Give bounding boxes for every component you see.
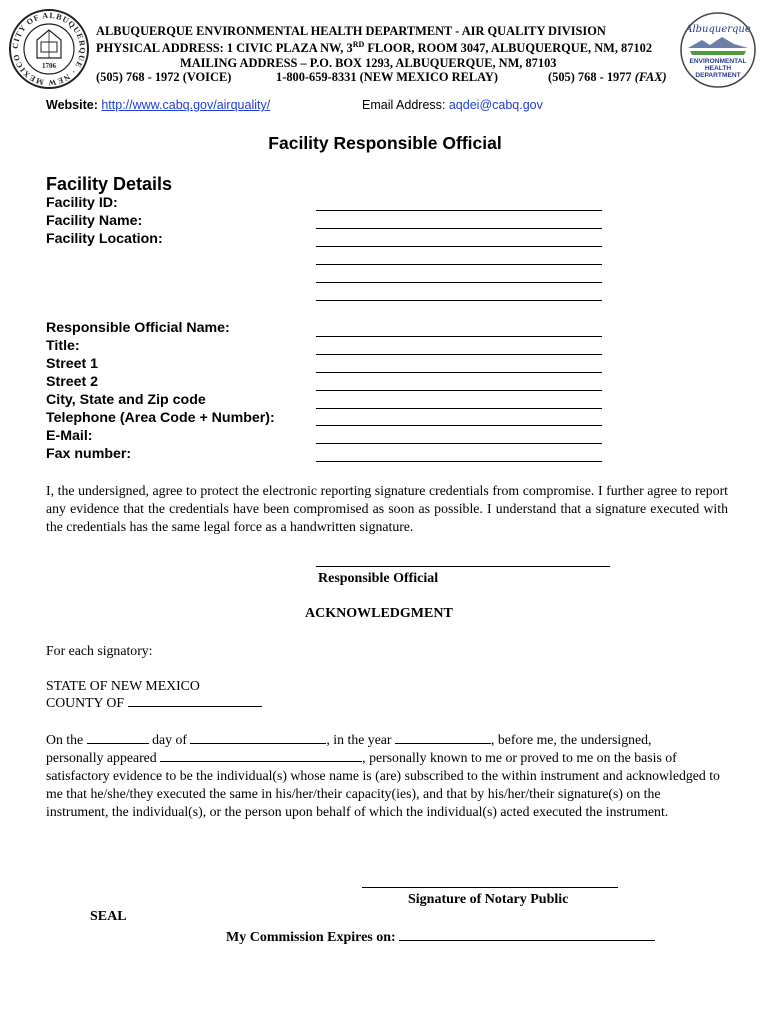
header-sup: RD <box>352 40 365 49</box>
form-title: Facility Responsible Official <box>268 133 502 153</box>
header-fax <box>548 70 667 85</box>
label-facility-location: Facility Location: <box>46 231 163 247</box>
header-fax-number: (505) 768 - 1977 <box>548 70 632 84</box>
appeared-text: personally appeared <box>46 750 157 765</box>
day-of-text: day of <box>152 732 187 747</box>
ehd-logo <box>678 10 758 90</box>
commission-label: My Commission Expires on: <box>226 930 396 945</box>
facility-location-field-3[interactable] <box>316 282 602 283</box>
email-label: Email Address: <box>362 98 446 112</box>
seal-label: SEAL <box>90 909 127 924</box>
email-row <box>362 98 543 112</box>
website-link[interactable]: http://www.cabq.gov/airquality/ <box>101 98 271 112</box>
header-line-3: MAILING ADDRESS – P.O. BOX 1293, ALBUQUERQUE, NM, 87103 <box>180 56 557 70</box>
notary-signature-line[interactable] <box>362 887 618 888</box>
state-label: STATE OF NEW MEXICO <box>46 678 200 693</box>
svg-text:HEALTH: HEALTH <box>704 65 732 72</box>
label-telephone: Telephone (Area Code + Number): <box>46 410 275 426</box>
county-field[interactable] <box>128 694 262 707</box>
label-street-1: Street 1 <box>46 356 99 372</box>
acknowledgment-title: ACKNOWLEDGMENT <box>305 606 453 621</box>
for-each-signatory: For each signatory: <box>46 643 153 658</box>
year-field[interactable] <box>395 731 491 744</box>
svg-text:DEPARTMENT: DEPARTMENT <box>695 72 741 79</box>
month-field[interactable] <box>190 731 326 744</box>
facility-location-field[interactable] <box>316 246 602 247</box>
header-physical-address-rest: FLOOR, ROOM 3047, ALBUQUERQUE, NM, 87102 <box>364 41 653 56</box>
svg-text:1706: 1706 <box>42 62 56 70</box>
county-row <box>46 694 262 712</box>
responsible-official-label: Responsible Official <box>318 571 439 586</box>
day-field[interactable] <box>87 731 149 744</box>
commission-row <box>226 927 655 946</box>
street-2-field[interactable] <box>316 390 602 391</box>
facility-location-field-2[interactable] <box>316 264 602 265</box>
svg-text:ENVIRONMENTAL: ENVIRONMENTAL <box>689 58 747 65</box>
label-official-name: Responsible Official Name: <box>46 320 230 336</box>
header-relay: 1-800-659-8331 (NEW MEXICO RELAY) <box>276 70 499 84</box>
city-state-zip-field[interactable] <box>316 408 602 409</box>
telephone-field[interactable] <box>316 425 602 426</box>
agreement-text: I, the undersigned, agree to protect the electronic reporting signature credentials from compromise. I further agree to report any evidence that the credentials have been compromised as soon as possible. I understand that a signature executed with the credentials has the same legal force as a handwritten signature. <box>46 483 728 534</box>
email-field[interactable] <box>316 443 602 444</box>
label-street-2: Street 2 <box>46 374 99 390</box>
street-1-field[interactable] <box>316 372 602 373</box>
facility-id-field[interactable] <box>316 210 602 211</box>
notary-line-2 <box>46 749 720 767</box>
header-voice: (505) 768 - 1972 (VOICE) <box>96 70 232 84</box>
label-city-state-zip: City, State and Zip code <box>46 392 206 408</box>
notary-rest-text: satisfactory evidence to be the individual(s) whose name is (are) subscribed to the within instrument and acknowledged to me that he/she/they executed the same in his/her/their capacity(ies), and that by his/her/their signature(s) on the instrument, the individual(s), or the person upon behalf of which the individual(s) acted executed the instrument. <box>46 768 720 819</box>
fax-field[interactable] <box>316 461 602 462</box>
county-label: COUNTY OF <box>46 695 125 710</box>
before-me-text: , before me, the undersigned, <box>490 732 652 747</box>
header-physical-address: PHYSICAL ADDRESS: 1 CIVIC PLAZA NW, 3 <box>96 41 353 56</box>
label-facility-id: Facility ID: <box>46 195 118 211</box>
city-seal <box>8 8 90 90</box>
label-title: Title: <box>46 338 80 354</box>
label-facility-name: Facility Name: <box>46 213 143 229</box>
section-title-facility-details: Facility Details <box>46 174 173 194</box>
header-line-1: ALBUQUERQUE ENVIRONMENTAL HEALTH DEPARTMENT - AIR QUALITY DIVISION <box>96 24 606 38</box>
website-row <box>46 98 270 112</box>
official-name-field[interactable] <box>316 336 602 337</box>
appeared-name-field[interactable] <box>160 749 362 762</box>
header-line-2 <box>96 40 652 56</box>
notary-paragraph <box>46 731 720 821</box>
svg-text:Albuquerque: Albuquerque <box>685 24 751 35</box>
label-email: E-Mail: <box>46 428 93 444</box>
in-year-text: , in the year <box>326 732 392 747</box>
label-fax: Fax number: <box>46 446 132 462</box>
title-field[interactable] <box>316 354 602 355</box>
svg-text:CITY OF ALBUQUERQUE · NEW MEXI: CITY OF ALBUQUERQUE · NEW MEXICO <box>10 10 88 88</box>
header-fax-label: (FAX) <box>634 70 667 84</box>
notary-line-1 <box>46 731 720 749</box>
website-label: Website: <box>46 98 98 112</box>
email-link[interactable]: aqdei@cabq.gov <box>448 98 543 112</box>
facility-location-field-4[interactable] <box>316 300 602 301</box>
responsible-official-signature-line[interactable] <box>316 566 610 567</box>
commission-expiry-field[interactable] <box>399 927 655 941</box>
notary-signature-label: Signature of Notary Public <box>408 892 569 907</box>
facility-name-field[interactable] <box>316 228 602 229</box>
known-text: , personally known to me or proved to me on the basis of <box>362 750 677 765</box>
on-the-text: On the <box>46 732 84 747</box>
